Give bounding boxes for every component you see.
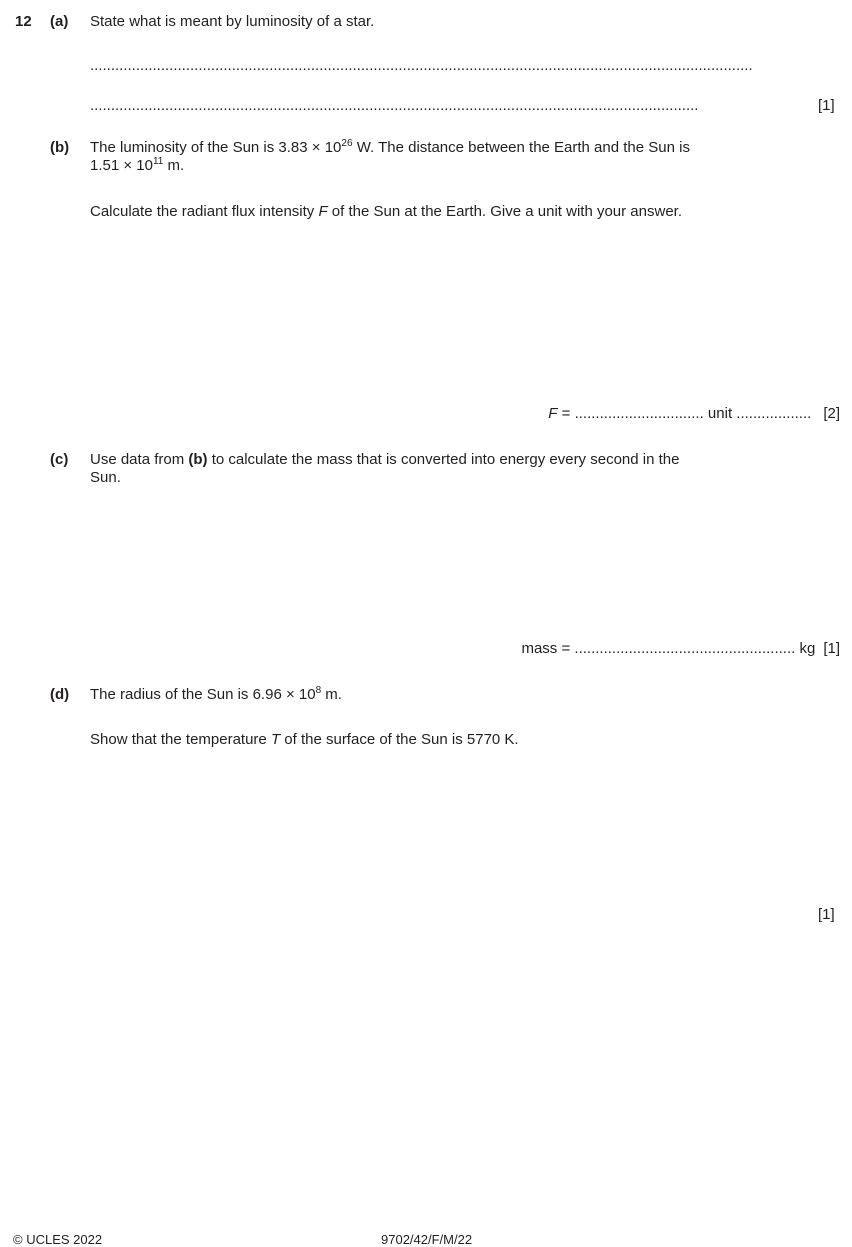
part-b-text-1: The luminosity of the Sun is 3.83 × 10	[90, 139, 342, 156]
part-b-answer-prefix: =	[557, 405, 575, 422]
part-a-answer-line-1[interactable]: ...............................................................................................................................................................	[90, 57, 753, 74]
part-c-answer-row	[521, 640, 840, 657]
part-b-instruction-2: of the Sun at the Earth. Give a unit with your answer.	[327, 203, 683, 220]
part-c-text-line-1	[90, 451, 679, 468]
part-b-text-2: W. The distance between the Earth and the Sun is	[352, 139, 690, 156]
part-b-text-line-2	[90, 157, 184, 174]
part-c-answer-prefix: mass =	[521, 640, 575, 657]
part-c-text-line-2: Sun.	[90, 469, 121, 486]
part-d-instruction	[90, 731, 519, 748]
part-c-ref: (b)	[188, 451, 208, 468]
part-d-instruction-2: of the surface of the Sun is 5770 K.	[280, 731, 519, 748]
part-c-marks: [1]	[823, 640, 840, 657]
part-d-instruction-var: T	[270, 731, 281, 748]
part-d-text-2: m.	[321, 686, 342, 703]
part-d-instruction-1: Show that the temperature	[90, 731, 271, 748]
part-b-answer-row	[548, 405, 840, 422]
part-c-label: (c)	[50, 451, 69, 468]
part-d-text-1: The radius of the Sun is 6.96 × 10	[90, 686, 316, 703]
part-b-exp-1: 26	[341, 138, 353, 149]
part-c-answer-field[interactable]: .....................................................	[574, 640, 796, 657]
part-d-label: (d)	[50, 686, 70, 703]
part-c-text-1: Use data from	[90, 451, 189, 468]
question-number: 12	[15, 13, 32, 30]
part-b-instruction-var: F	[318, 203, 328, 220]
part-d-marks: [1]	[818, 906, 835, 923]
part-a-question: State what is meant by luminosity of a star.	[90, 13, 375, 30]
part-b-instruction	[90, 203, 682, 220]
part-b-answer-field[interactable]: ...............................	[574, 405, 704, 422]
part-c-text-2: to calculate the mass that is converted into energy every second in the	[207, 451, 680, 468]
part-a-marks: [1]	[818, 97, 835, 114]
part-b-unit-field[interactable]: ..................	[736, 405, 812, 422]
part-b-instruction-1: Calculate the radiant flux intensity	[90, 203, 319, 220]
part-b-label: (b)	[50, 139, 70, 156]
part-a-label: (a)	[50, 13, 69, 30]
part-b-answer-var: F	[548, 405, 558, 422]
part-c-answer-unit: kg	[795, 640, 816, 657]
part-b-text-line-1	[90, 139, 690, 156]
footer-copyright: © UCLES 2022	[13, 1232, 103, 1247]
part-a-answer-line-2[interactable]: ..................................................................................................................................................	[90, 97, 699, 114]
part-b-exp-2: 11	[152, 156, 164, 167]
footer-paper-code: 9702/42/F/M/22	[381, 1232, 473, 1247]
part-b-text-3: 1.51 × 10	[90, 157, 153, 174]
part-b-unit-label: unit	[703, 405, 737, 422]
part-d-exp-1: 8	[315, 685, 322, 696]
part-d-text	[90, 686, 342, 703]
part-b-text-4: m.	[163, 157, 185, 174]
part-b-marks: [2]	[823, 405, 840, 422]
